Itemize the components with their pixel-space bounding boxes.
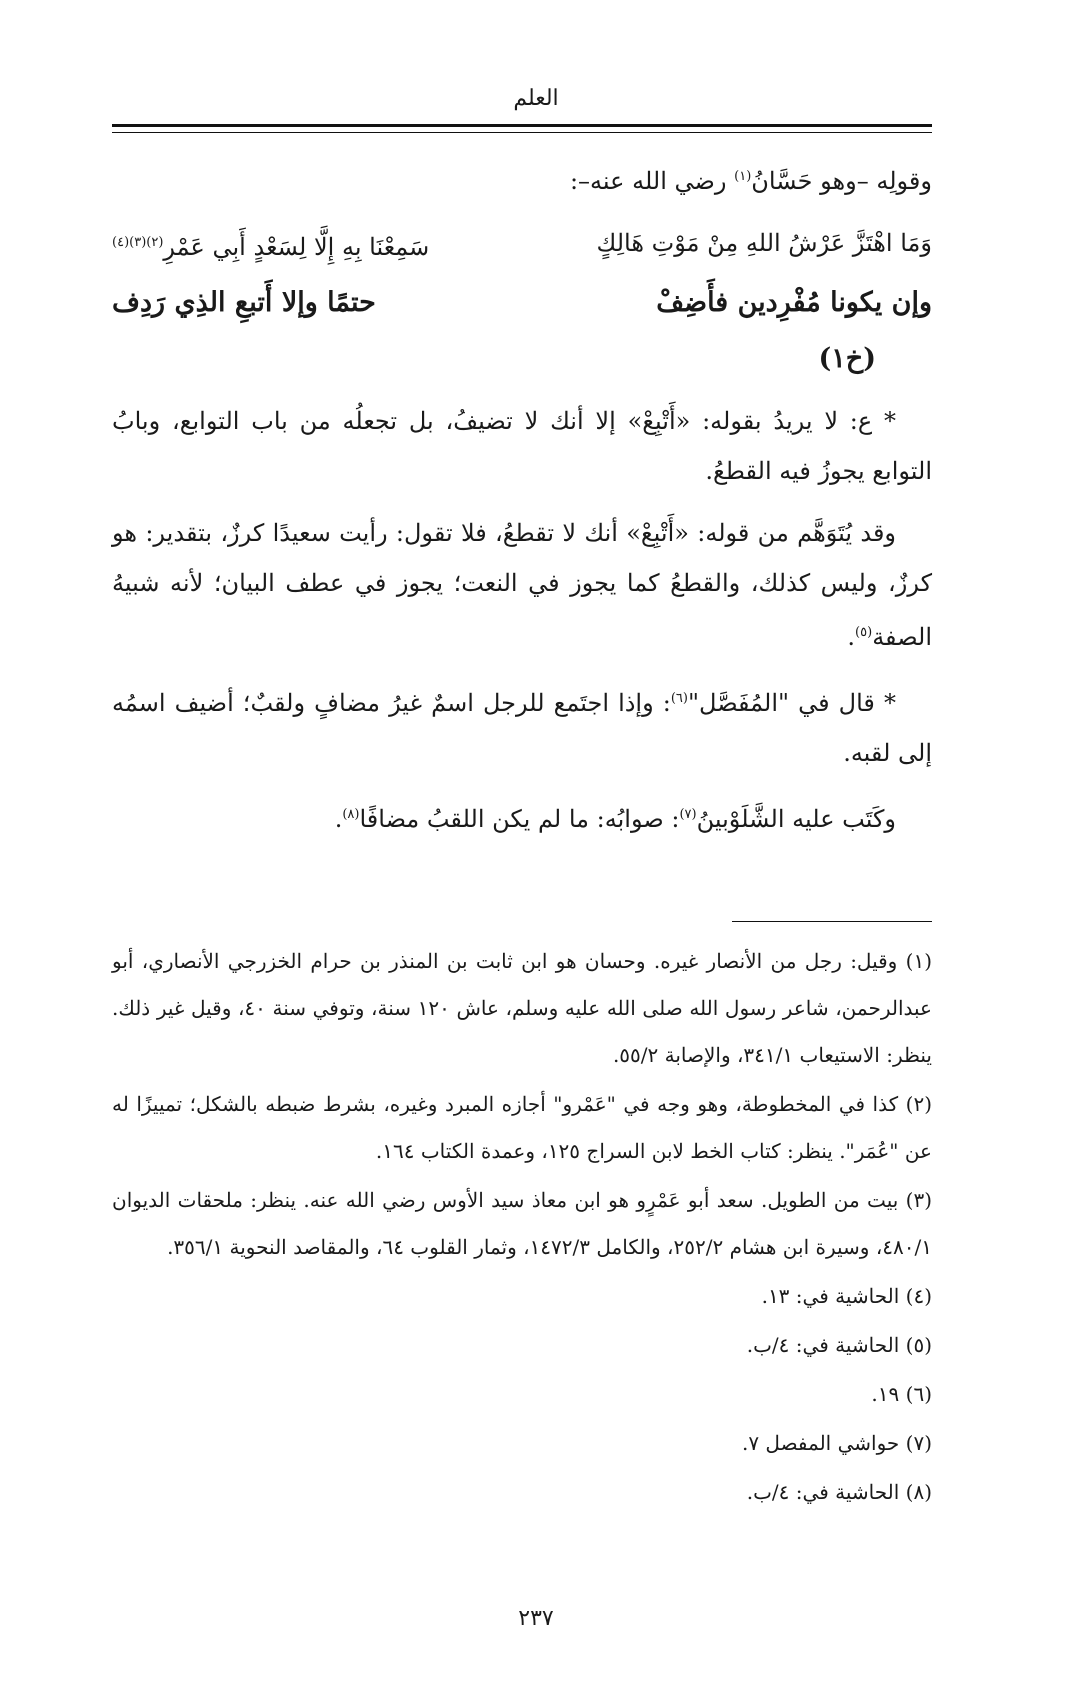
- footnote-5: (٥) الحاشية في: ٤/ب.: [746, 1333, 932, 1357]
- manuscript-reference: (خ١): [818, 343, 876, 374]
- footnote-ref: (٦): [670, 691, 688, 706]
- paragraph-2: وقد يُتَوَهَّم من قوله: «أَتْبِعْ» أنك لا تقطعُ، فلا تقول: رأيت سعيدًا كرزٌ، بتقدير: هو كرزٌ، وليس كذلك، والقطعُ كما يجوز في النعت؛ يجوز في عطف البيان؛ لأنه شبيهُ الصفة$^{(٥)}$.: [112, 519, 932, 651]
- footnote-ref: (٥): [855, 625, 873, 640]
- paragraph-4: وكَتَب عليه الشَّلَوْبينُ$^{(٧)}$: صوابُه: ما لم يكن اللقبُ مضافًا$^{(٨)}$.: [334, 805, 896, 833]
- verse-line-2: [112, 278, 932, 328]
- footnote-1: (١) وقيل: رجل من الأنصار غيره. وحسان هو ابن ثابت بن المنذر بن حرام الخزرجي الأنصاري، أبو عبدالرحمن، شاعر رسول الله صلى الله عليه وسلم، عاش ١٢٠ سنة، وتوفي سنة ٤٠، وقيل غير ذلك. ينظر: الاستيعاب ٣٤١/١، والإصابة ٥٥/٢.: [112, 949, 932, 1067]
- footnote-2: (٢) كذا في المخطوطة، وهو وجه في "عَمْرو" أجازه المبرد وغيره، بشرط ضبطه بالشكل؛ تمييزًا له عن "عُمَر". ينظر: كتاب الخط لابن السراج ١٢٥، وعمدة الكتاب ١٦٤.: [112, 1092, 932, 1163]
- footnote-4: (٤) الحاشية في: ١٣.: [761, 1284, 932, 1308]
- verse-first-hemistich: وإن يكونا مُفْرِدين فأَضِفْ: [656, 287, 932, 318]
- footnote-ref: (٧): [679, 807, 697, 822]
- verse-second-hemistich: سَمِعْنَا بِهِ إِلَّا لِسَعْدٍ أَبِي عَمْرِ$^{(٢)(٣)(٤)}$: [112, 233, 430, 261]
- footnote-3: (٣) بيت من الطويل. سعد أبو عَمْرٍو هو ابن معاذ سيد الأوس رضي الله عنه. ينظر: ملحقات الديوان ٤٨٠/١، وسيرة ابن هشام ٢٥٢/٢، والكامل ١٤٧٢/٣، وثمار القلوب ٦٤، والمقاصد النحوية ٣٥٦/١.: [112, 1188, 932, 1259]
- running-header: العلم: [513, 86, 559, 111]
- footnote-ref: (٨): [342, 807, 360, 822]
- footnote-separator: [732, 921, 932, 922]
- header-rule-thin: [112, 132, 932, 133]
- footnote-ref: (٢)(٣)(٤): [112, 235, 164, 250]
- page-number: ٢٣٧: [518, 1606, 554, 1631]
- verse-first-hemistich: وَمَا اهْتَزَّ عَرْشُ اللهِ مِنْ مَوْتِ هَالِكٍ: [596, 229, 932, 257]
- footnote-8: (٨) الحاشية في: ٤/ب.: [746, 1480, 932, 1504]
- paragraph-1: * ع: لا يريدُ بقوله: «أَتْبِعْ» إلا أنك لا تضيفُ، بل تجعلُه من باب التوابع، وبابُ التوابع يجوزُ فيه القطعُ.: [112, 407, 932, 485]
- footnote-ref: (١): [734, 169, 752, 184]
- paragraph-3: * قال في "المُفَصَّل"$^{(٦)}$: وإذا اجتَمع للرجل اسمٌ غيرُ مضافٍ ولقبٌ؛ أضيف اسمُه إلى لقبه.: [112, 689, 932, 767]
- header-rule-thick: [112, 124, 932, 127]
- verse-line-1: [112, 218, 932, 272]
- main-text: [112, 152, 932, 856]
- footnote-6: (٦) ١٩.: [871, 1382, 932, 1406]
- footnotes: [112, 938, 932, 1518]
- intro-line: وقولِه –وهو حَسَّانُ$^{(١)}$ رضي الله عنه–:: [569, 167, 932, 195]
- verse-second-hemistich: حتمًا وإلا أَتبعِ الذِي رَدِف: [112, 287, 376, 318]
- footnote-7: (٧) حواشي المفصل ٧.: [741, 1431, 932, 1455]
